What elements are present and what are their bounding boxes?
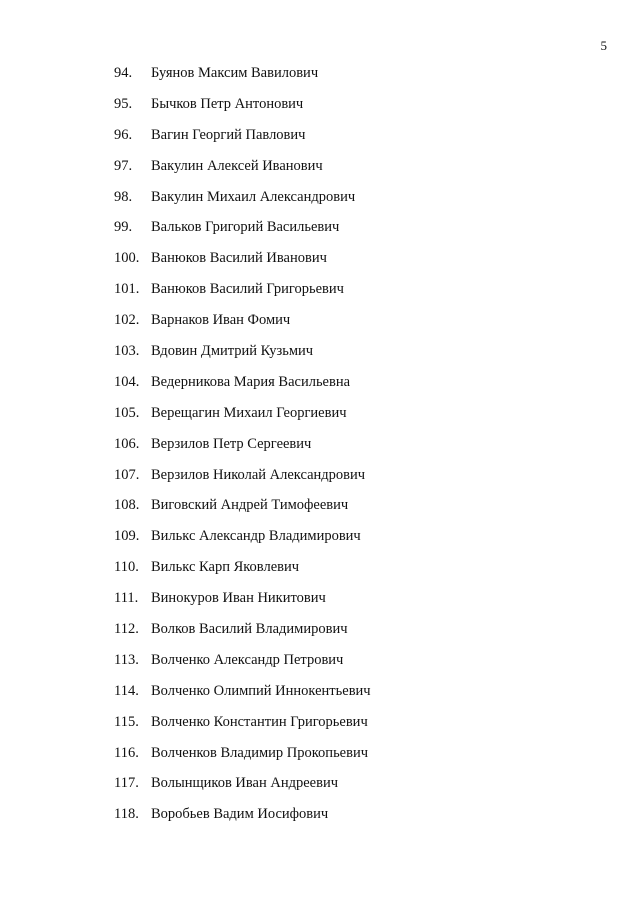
list-item-name: Волченков Владимир Прокопьевич: [151, 744, 369, 761]
list-item-name: Вилькс Александр Владимирович: [151, 528, 361, 545]
list-item-number: 106.: [114, 435, 140, 452]
list-item-number: 109.: [114, 528, 140, 545]
list-item-name: Волченко Олимпий Иннокентьевич: [151, 682, 371, 699]
list-item-number: 114.: [114, 682, 139, 699]
list-item: [114, 406, 371, 437]
list-item-name: Буянов Максим Вавилович: [151, 65, 319, 81]
list-item-number: 101.: [114, 281, 140, 298]
list-item-name: Виговский Андрей Тимофеевич: [151, 497, 349, 514]
list-item: [114, 282, 371, 313]
list-item-name: Верзилов Петр Сергеевич: [151, 435, 312, 452]
list-item-number: 94.: [114, 65, 133, 81]
list-item-number: 105.: [114, 404, 140, 421]
list-item: [114, 159, 371, 190]
list-item-name: Воробьев Вадим Иосифович: [151, 806, 329, 823]
list-item: [114, 375, 371, 406]
list-item-name: Ванюков Василий Григорьевич: [151, 281, 344, 298]
list-item-number: 113.: [114, 651, 139, 668]
list-item-name: Бычков Петр Антонович: [151, 95, 304, 112]
list-item: [114, 776, 371, 807]
list-item-number: 115.: [114, 713, 139, 730]
list-item-name: Ведерникова Мария Васильевна: [151, 373, 351, 390]
list-item-name: Вакулин Михаил Александрович: [151, 188, 356, 205]
list-item: [114, 591, 371, 622]
list-item-name: Вальков Григорий Васильевич: [151, 219, 340, 236]
list-item: [114, 97, 371, 128]
list-item: [114, 498, 371, 529]
list-item-number: 118.: [114, 806, 139, 823]
list-item: [114, 653, 371, 684]
list-item-number: 100.: [114, 250, 140, 267]
list-item: [114, 66, 371, 97]
list-item-number: 95.: [114, 95, 133, 112]
list-item-name: Вагин Георгий Павлович: [151, 126, 306, 143]
list-item-name: Вакулин Алексей Иванович: [151, 157, 323, 174]
list-item-name: Варнаков Иван Фомич: [151, 312, 291, 329]
list-item-number: 110.: [114, 559, 139, 576]
list-item-number: 112.: [114, 621, 139, 638]
list-item: [114, 344, 371, 375]
list-item-name: Волынщиков Иван Андреевич: [151, 775, 338, 792]
list-item-number: 108.: [114, 497, 140, 514]
name-list: [114, 66, 371, 838]
list-item-number: 98.: [114, 188, 133, 205]
list-item: [114, 190, 371, 221]
list-item: [114, 468, 371, 499]
list-item-number: 102.: [114, 312, 140, 329]
list-item-number: 117.: [114, 775, 139, 792]
list-item-number: 103.: [114, 343, 140, 360]
page-number: 5: [600, 38, 607, 53]
list-item-name: Верещагин Михаил Георгиевич: [151, 404, 347, 421]
list-item-name: Ванюков Василий Иванович: [151, 250, 327, 267]
list-item: [114, 807, 371, 838]
list-item-number: 97.: [114, 157, 133, 174]
list-item-name: Волков Василий Владимирович: [151, 621, 348, 638]
list-item-number: 111.: [114, 590, 139, 607]
list-item-name: Волченко Александр Петрович: [151, 651, 344, 668]
list-item: [114, 437, 371, 468]
list-item-number: 107.: [114, 466, 140, 483]
list-item-number: 104.: [114, 373, 140, 390]
list-item-name: Верзилов Николай Александрович: [151, 466, 366, 483]
list-item: [114, 715, 371, 746]
list-item-number: 116.: [114, 744, 139, 761]
list-item-name: Винокуров Иван Никитович: [151, 590, 326, 607]
list-item: [114, 684, 371, 715]
list-item: [114, 128, 371, 159]
list-item: [114, 622, 371, 653]
list-item: [114, 560, 371, 591]
list-item: [114, 313, 371, 344]
list-item: [114, 220, 371, 251]
list-item: [114, 746, 371, 777]
list-item: [114, 251, 371, 282]
list-item-name: Вилькс Карп Яковлевич: [151, 559, 300, 576]
list-item-name: Волченко Константин Григорьевич: [151, 713, 368, 730]
list-item: [114, 529, 371, 560]
list-item-number: 99.: [114, 219, 133, 236]
list-item-name: Вдовин Дмитрий Кузьмич: [151, 343, 314, 360]
list-item-number: 96.: [114, 126, 133, 143]
